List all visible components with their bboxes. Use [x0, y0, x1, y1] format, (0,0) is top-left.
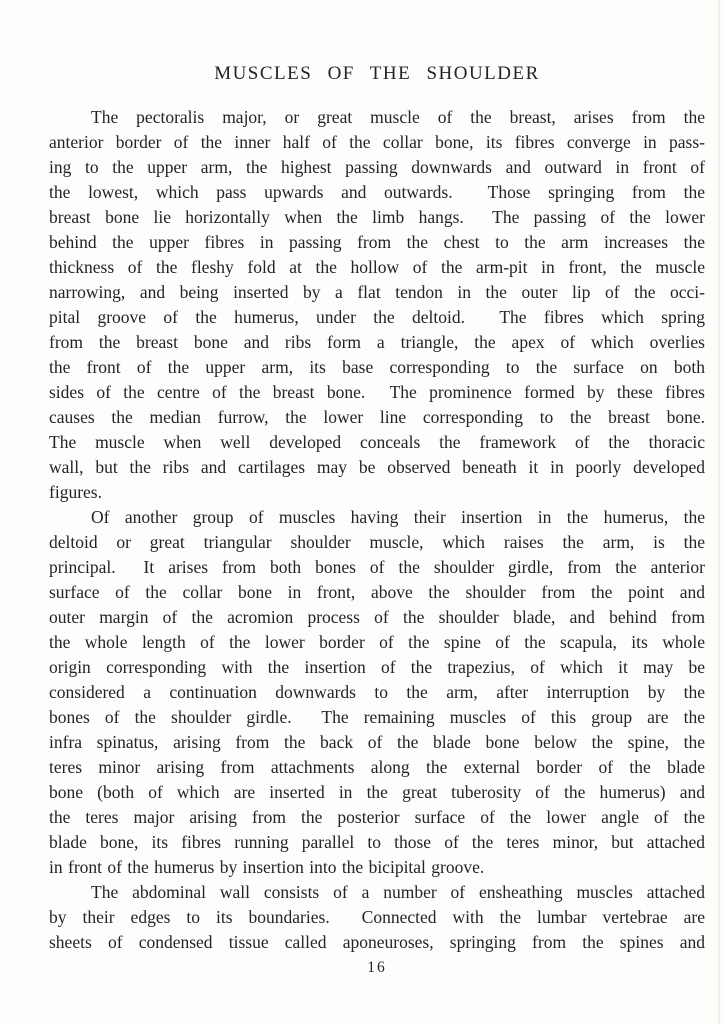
text-line: narrowing, and being inserted by a flat tendon in the outer lip of the occi- — [49, 282, 705, 302]
scan-edge-artifact — [718, 0, 720, 1024]
text-line: anterior border of the inner half of the collar bone, its fibres converge in pass- — [49, 132, 705, 152]
page-title: MUSCLES OF THE SHOULDER — [214, 63, 540, 84]
paragraph — [49, 105, 705, 505]
text-line: from the breast bone and ribs form a triangle, the apex of which overlies — [49, 332, 705, 352]
text-line: in front of the humerus by insertion into the bicipital groove. — [49, 857, 485, 877]
text-line: breast bone lie horizontally when the limb hangs. The passing of the lower — [49, 207, 705, 227]
text-line: deltoid or great triangular shoulder muscle, which raises the arm, is the — [49, 532, 705, 552]
text-line: The abdominal wall consists of a number of ensheathing muscles attached — [91, 882, 705, 902]
page-number: 16 — [367, 959, 387, 976]
text-line: Of another group of muscles having their insertion in the humerus, the — [91, 507, 705, 527]
text-line: pital groove of the humerus, under the deltoid. The fibres which spring — [49, 307, 705, 327]
page-body — [49, 105, 705, 955]
text-line: principal. It arises from both bones of the shoulder girdle, from the anterior — [49, 557, 705, 577]
text-line: surface of the collar bone in front, above the shoulder from the point and — [49, 582, 705, 602]
paragraph — [49, 505, 705, 880]
text-line: considered a continuation downwards to the arm, after interruption by the — [49, 682, 705, 702]
text-line: sheets of condensed tissue called aponeuroses, springing from the spines and — [49, 932, 705, 952]
text-line: wall, but the ribs and cartilages may be observed beneath it in poorly developed — [49, 457, 705, 477]
text-line: bone (both of which are inserted in the great tuberosity of the humerus) and — [49, 782, 705, 802]
text-line: the teres major arising from the posterior surface of the lower angle of the — [49, 807, 705, 827]
text-line: ing to the upper arm, the highest passing downwards and outward in front of — [49, 157, 705, 177]
text-line: bones of the shoulder girdle. The remaining muscles of this group are the — [49, 707, 705, 727]
text-line: teres minor arising from attachments along the external border of the blade — [49, 757, 705, 777]
paragraph — [49, 880, 705, 955]
text-line: blade bone, its fibres running parallel to those of the teres minor, but attached — [49, 832, 705, 852]
text-line: the lowest, which pass upwards and outwards. Those springing from the — [49, 182, 705, 202]
text-line: sides of the centre of the breast bone. The prominence formed by these fibres — [49, 382, 705, 402]
text-line: The muscle when well developed conceals the framework of the thoracic — [49, 432, 705, 452]
text-line: causes the median furrow, the lower line corresponding to the breast bone. — [49, 407, 705, 427]
text-line: infra spinatus, arising from the back of the blade bone below the spine, the — [49, 732, 705, 752]
text-line: the front of the upper arm, its base corresponding to the surface on both — [49, 357, 705, 377]
text-line: The pectoralis major, or great muscle of the breast, arises from the — [91, 107, 705, 127]
text-line: outer margin of the acromion process of the shoulder blade, and behind from — [49, 607, 705, 627]
page-content — [49, 0, 705, 977]
text-line: thickness of the fleshy fold at the hollow of the arm-pit in front, the muscle — [49, 257, 705, 277]
text-line: the whole length of the lower border of the spine of the scapula, its whole — [49, 632, 705, 652]
text-line: behind the upper fibres in passing from the chest to the arm increases the — [49, 232, 705, 252]
text-line: origin corresponding with the insertion of the trapezius, of which it may be — [49, 657, 705, 677]
text-line: figures. — [49, 482, 102, 502]
text-line: by their edges to its boundaries. Connected with the lumbar vertebrae are — [49, 907, 705, 927]
